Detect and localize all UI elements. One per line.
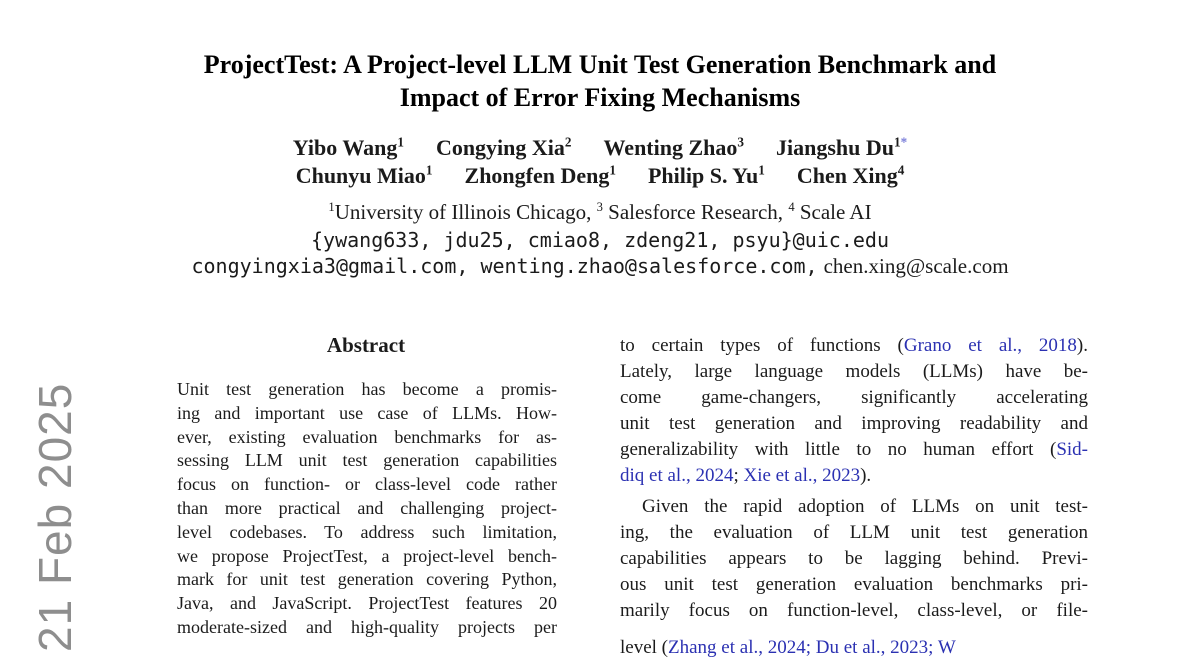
text-segment: ; (733, 465, 744, 486)
author-affiliation-ref: 1 (894, 134, 901, 150)
text-segment: level codebases. To address such limitation, (177, 521, 557, 542)
text-segment: come game-changers, significantly accelerating (620, 387, 1088, 408)
text-line (177, 521, 557, 545)
seg-sup: 3 (596, 200, 603, 214)
author-affiliation-ref: 3 (737, 134, 744, 150)
author-name: Congying Xia (435, 135, 565, 160)
text-line (620, 520, 1088, 546)
text-line (620, 333, 1088, 359)
footnote-asterisk-link[interactable]: * (900, 134, 908, 150)
author-affiliation-ref: 4 (897, 162, 905, 178)
text-line (177, 473, 557, 497)
author-affiliation-ref: 1 (609, 162, 616, 178)
text-line (620, 411, 1088, 437)
author (776, 135, 907, 160)
text-segment: level ( (620, 637, 669, 658)
author (296, 163, 433, 188)
author-name: Philip S. Yu (647, 163, 759, 188)
author (797, 163, 904, 188)
author-name: Chen Xing (796, 163, 898, 188)
author (648, 163, 765, 188)
author-affiliation-ref: 2 (564, 134, 572, 150)
author-name: Wenting Zhao (603, 135, 738, 160)
text-segment: ). (860, 465, 872, 486)
citation-link[interactable]: Grano et al., 2018 (903, 335, 1077, 356)
text-line (620, 359, 1088, 385)
abstract-body (177, 378, 557, 640)
text-line (177, 616, 557, 640)
author-name: Jiangshu Du (775, 135, 894, 160)
text-line (620, 598, 1088, 624)
author-name: Chunyu Miao (295, 163, 426, 188)
citation-link[interactable]: Xie et al., 2023 (743, 465, 861, 486)
text-segment: ever, existing evaluation benchmarks for as- (177, 426, 557, 447)
text-segment: ing and important use case of LLMs. How- (177, 402, 557, 423)
text-segment: we propose ProjectTest, a project-level bench- (177, 545, 557, 566)
text-segment: Given the rapid adoption of LLMs on unit test- (642, 496, 1088, 517)
text-segment: moderate-sized and high-quality projects per (177, 616, 557, 637)
author-affiliation-ref: 1 (758, 162, 765, 178)
text-line (177, 545, 557, 569)
text-segment: Java, and JavaScript. ProjectTest features 20 (177, 593, 557, 614)
text-segment: Unit test generation has become a promis- (177, 379, 557, 399)
text-line (620, 385, 1088, 411)
text-line (177, 449, 557, 473)
text-segment: capabilities appears to be lagging behind. Previ- (620, 548, 1088, 569)
intro-column-clipped-line (620, 635, 1088, 661)
text-line (620, 437, 1088, 463)
author-name: Yibo Wang (292, 135, 398, 160)
text-segment: ing, the evaluation of LLM unit test generation (620, 522, 1088, 543)
text-segment: ous unit test generation evaluation benchmarks pri- (620, 574, 1088, 595)
author (293, 135, 404, 160)
citation-link[interactable]: Sid- (1056, 439, 1088, 460)
citation-link[interactable]: diq et al., 2024 (620, 465, 734, 486)
text-segment: to certain types of functions ( (620, 335, 904, 356)
seg-sup: 4 (788, 200, 795, 214)
author (465, 163, 616, 188)
author-name: Zhongfen Deng (464, 163, 610, 188)
seg-sup: 1 (328, 200, 335, 214)
email-serif-part: chen.xing@scale.com (823, 254, 1009, 278)
text-line (177, 497, 557, 521)
text-segment: Salesforce Research, (602, 200, 789, 224)
text-line (620, 635, 1088, 661)
text-line (620, 572, 1088, 598)
paper-title-line2: Impact of Error Fixing Mechanisms (399, 83, 801, 112)
author-row-2 (0, 162, 1200, 189)
author-affiliation-ref: 1 (425, 162, 433, 178)
text-segment: Lately, large language models (LLMs) have be- (620, 361, 1088, 382)
author-row-1 (0, 134, 1200, 161)
author (436, 135, 572, 160)
text-segment: generalizability with little to no human effort ( (620, 439, 1057, 460)
text-segment: focus on function- or class-level code rather (177, 474, 557, 495)
affiliation-line (0, 199, 1200, 225)
email-line-uic: {ywang633, jdu25, cmiao8, zdeng21, psyu}@uic.edu (311, 228, 889, 252)
text-line (177, 426, 557, 450)
text-segment: unit test generation and improving readability and (620, 413, 1088, 434)
text-line (177, 592, 557, 616)
email-mono-part: congyingxia3@gmail.com, wenting.zhao@salesforce.com, (191, 254, 818, 278)
text-segment: sessing LLM unit test generation capabilities (177, 450, 557, 471)
text-segment: mark for unit test generation covering Python, (177, 569, 557, 590)
text-line (620, 494, 1088, 520)
abstract-heading: Abstract (326, 333, 406, 357)
citation-link[interactable]: Zhang et al., 2024; Du et al., 2023; W (668, 637, 956, 658)
text-line (620, 546, 1088, 572)
text-segment: Scale AI (794, 200, 872, 224)
text-line (177, 568, 557, 592)
author-affiliation-ref: 1 (397, 134, 404, 150)
text-line (620, 463, 1088, 489)
text-segment: marily focus on function-level, class-level, or file- (620, 600, 1088, 621)
arxiv-date-watermark: 21 Feb 2025 (29, 382, 81, 652)
author (604, 135, 744, 160)
text-segment: University of Illinois Chicago, (334, 200, 597, 224)
text-line (177, 402, 557, 426)
intro-column (620, 333, 1088, 624)
text-segment: ). (1076, 335, 1088, 356)
text-line (177, 378, 557, 402)
email-line-other (0, 254, 1200, 279)
paper-title-line1: ProjectTest: A Project-level LLM Unit Test Generation Benchmark and (203, 50, 997, 79)
text-segment: than more practical and challenging project- (177, 497, 557, 518)
